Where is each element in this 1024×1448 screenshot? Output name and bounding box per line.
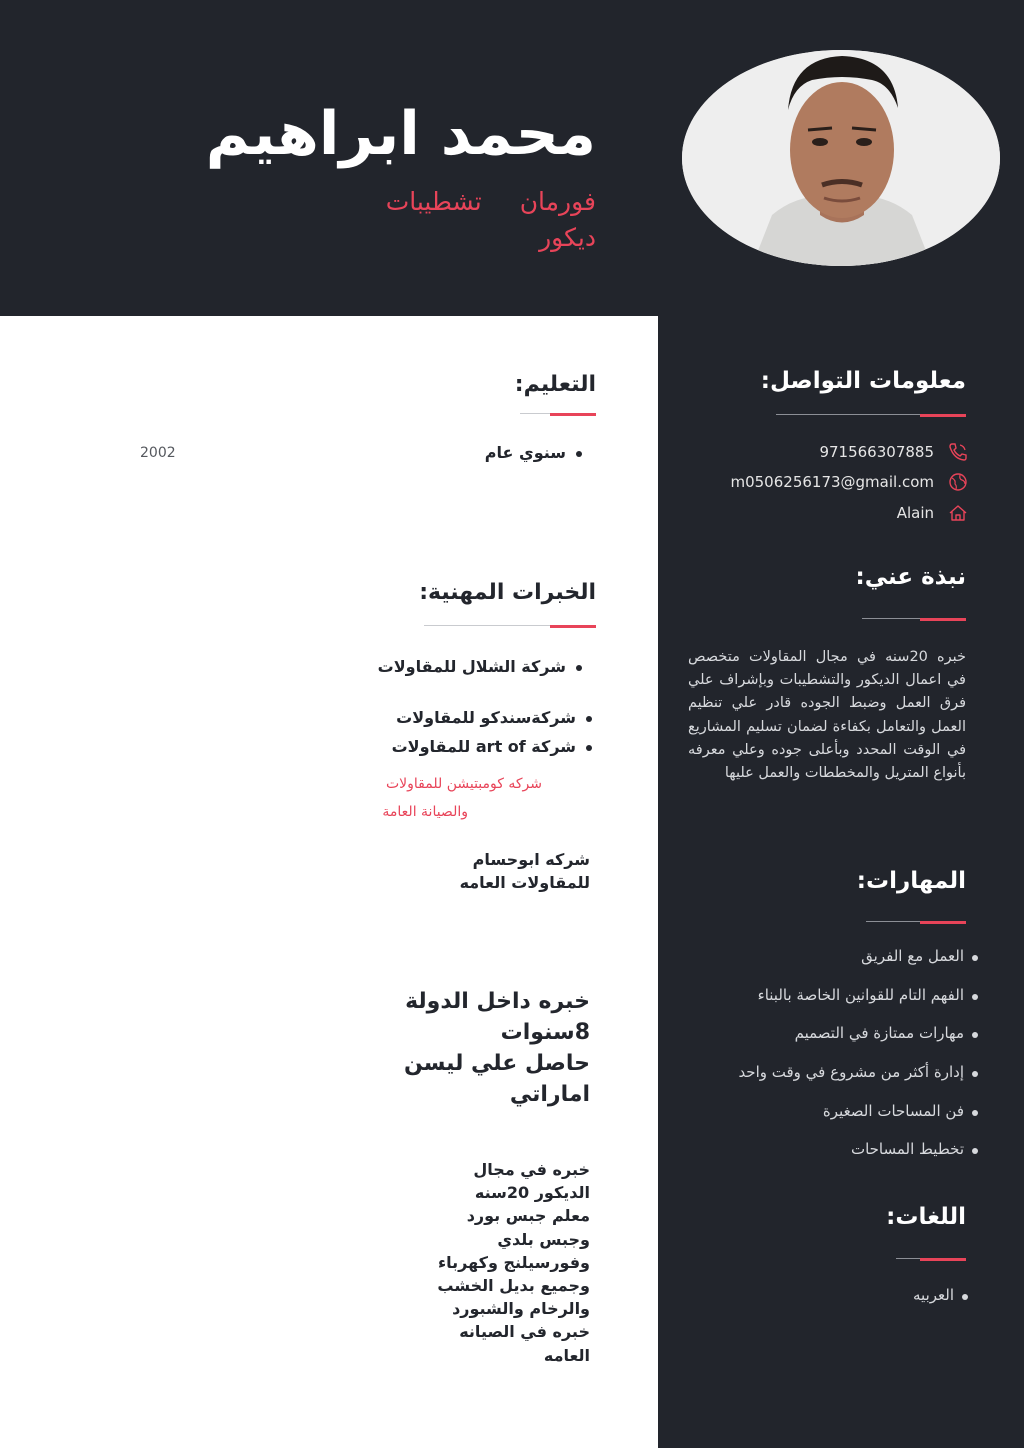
languages-underline: [896, 1258, 966, 1260]
sidebar: [658, 316, 1024, 1448]
header: [0, 0, 1024, 316]
skills-title: المهارات:: [856, 868, 966, 894]
decor-line: الديكور 20سنه: [474, 1183, 590, 1203]
languages-title: اللغات:: [886, 1204, 966, 1230]
company-abu: [460, 848, 590, 894]
education-title: التعليم:: [514, 372, 596, 397]
contact-title: معلومات التواصل:: [760, 368, 966, 394]
decor-line: خبره في الصيانه: [459, 1322, 590, 1342]
company-item: شركةسندكو للمقاولات: [396, 708, 576, 727]
about-title: نبذة عني:: [855, 564, 966, 590]
company-accent-line1: شركه كومبتيشن للمقاولات: [385, 776, 542, 792]
decor-line: والرخام والشبورد: [452, 1299, 590, 1319]
education-year: 2002: [140, 445, 176, 461]
skill-item: تخطيط المساحات: [850, 1140, 964, 1158]
company-item: شركة art of للمقاولات: [391, 737, 576, 756]
skills-underline: [866, 921, 966, 923]
language-item: العربيه: [913, 1286, 954, 1304]
decor-line: معلم جبس بورد: [466, 1206, 590, 1226]
education-item: سنوي عام: [484, 443, 566, 462]
phone-icon: [948, 442, 968, 462]
contact-underline: [776, 414, 966, 416]
uae-line: حاصل علي ليسن: [403, 1051, 590, 1076]
skill-item: إدارة أكثر من مشروع في وقت واحد: [738, 1063, 964, 1081]
uae-experience: [404, 986, 590, 1110]
home-icon: [948, 503, 968, 523]
skill-item: الفهم التام للقوانين الخاصة بالبناء: [757, 986, 964, 1004]
uae-line: 8سنوات: [500, 1020, 590, 1045]
education-underline: [520, 413, 596, 415]
company-item: شركة الشلال للمقاولات: [377, 657, 566, 676]
contact-email[interactable]: m0506256173@gmail.com: [730, 473, 934, 491]
company-abu-line2: للمقاولات العامه: [459, 873, 590, 892]
globe-icon: [948, 472, 968, 492]
profile-photo: [682, 50, 1000, 266]
uae-line: خبره داخل الدولة: [405, 989, 590, 1014]
company-accent-line2: والصيانة العامة: [382, 804, 468, 820]
decor-line: العامه: [543, 1345, 590, 1365]
experience-underline: [424, 625, 596, 627]
decor-experience: [437, 1158, 590, 1367]
experience-title: الخبرات المهنية:: [419, 580, 596, 605]
skill-item: العمل مع الفريق: [861, 947, 964, 965]
contact-location: Alain: [896, 504, 934, 522]
avatar: [682, 50, 1000, 266]
decor-line: وفورسيلنج وكهرباء: [437, 1252, 590, 1272]
decor-line: وجبس بلدي: [497, 1229, 590, 1249]
decor-line: خبره في مجال: [473, 1160, 590, 1179]
candidate-name: محمد ابراهيم: [205, 99, 596, 169]
about-underline: [862, 618, 966, 620]
skill-item: فن المساحات الصغيرة: [822, 1102, 964, 1120]
uae-line: اماراتي: [509, 1082, 590, 1107]
decor-line: وجميع بديل الخشب: [437, 1276, 590, 1296]
company-abu-line1: شركه ابوحسام: [472, 850, 590, 869]
skill-item: مهارات ممتازة في التصميم: [794, 1024, 964, 1042]
job-title: فورمان تشطيبات ديكور: [385, 187, 596, 252]
about-text: خبره 20سنه في مجال المقاولات متخصص في اعمال الديكور والتشطيبات وبإشراف علي فرق العمل وضبط الجوده قادر علي تنظيم العمل والتعامل بكفاءة لضمان تسليم المشاريع في الوقت المحدد وبأعلى جوده وعلي معرفه بأنواع المتريل والمخططات والعمل عليها: [688, 649, 966, 782]
contact-phone[interactable]: 971566307885: [819, 443, 934, 461]
